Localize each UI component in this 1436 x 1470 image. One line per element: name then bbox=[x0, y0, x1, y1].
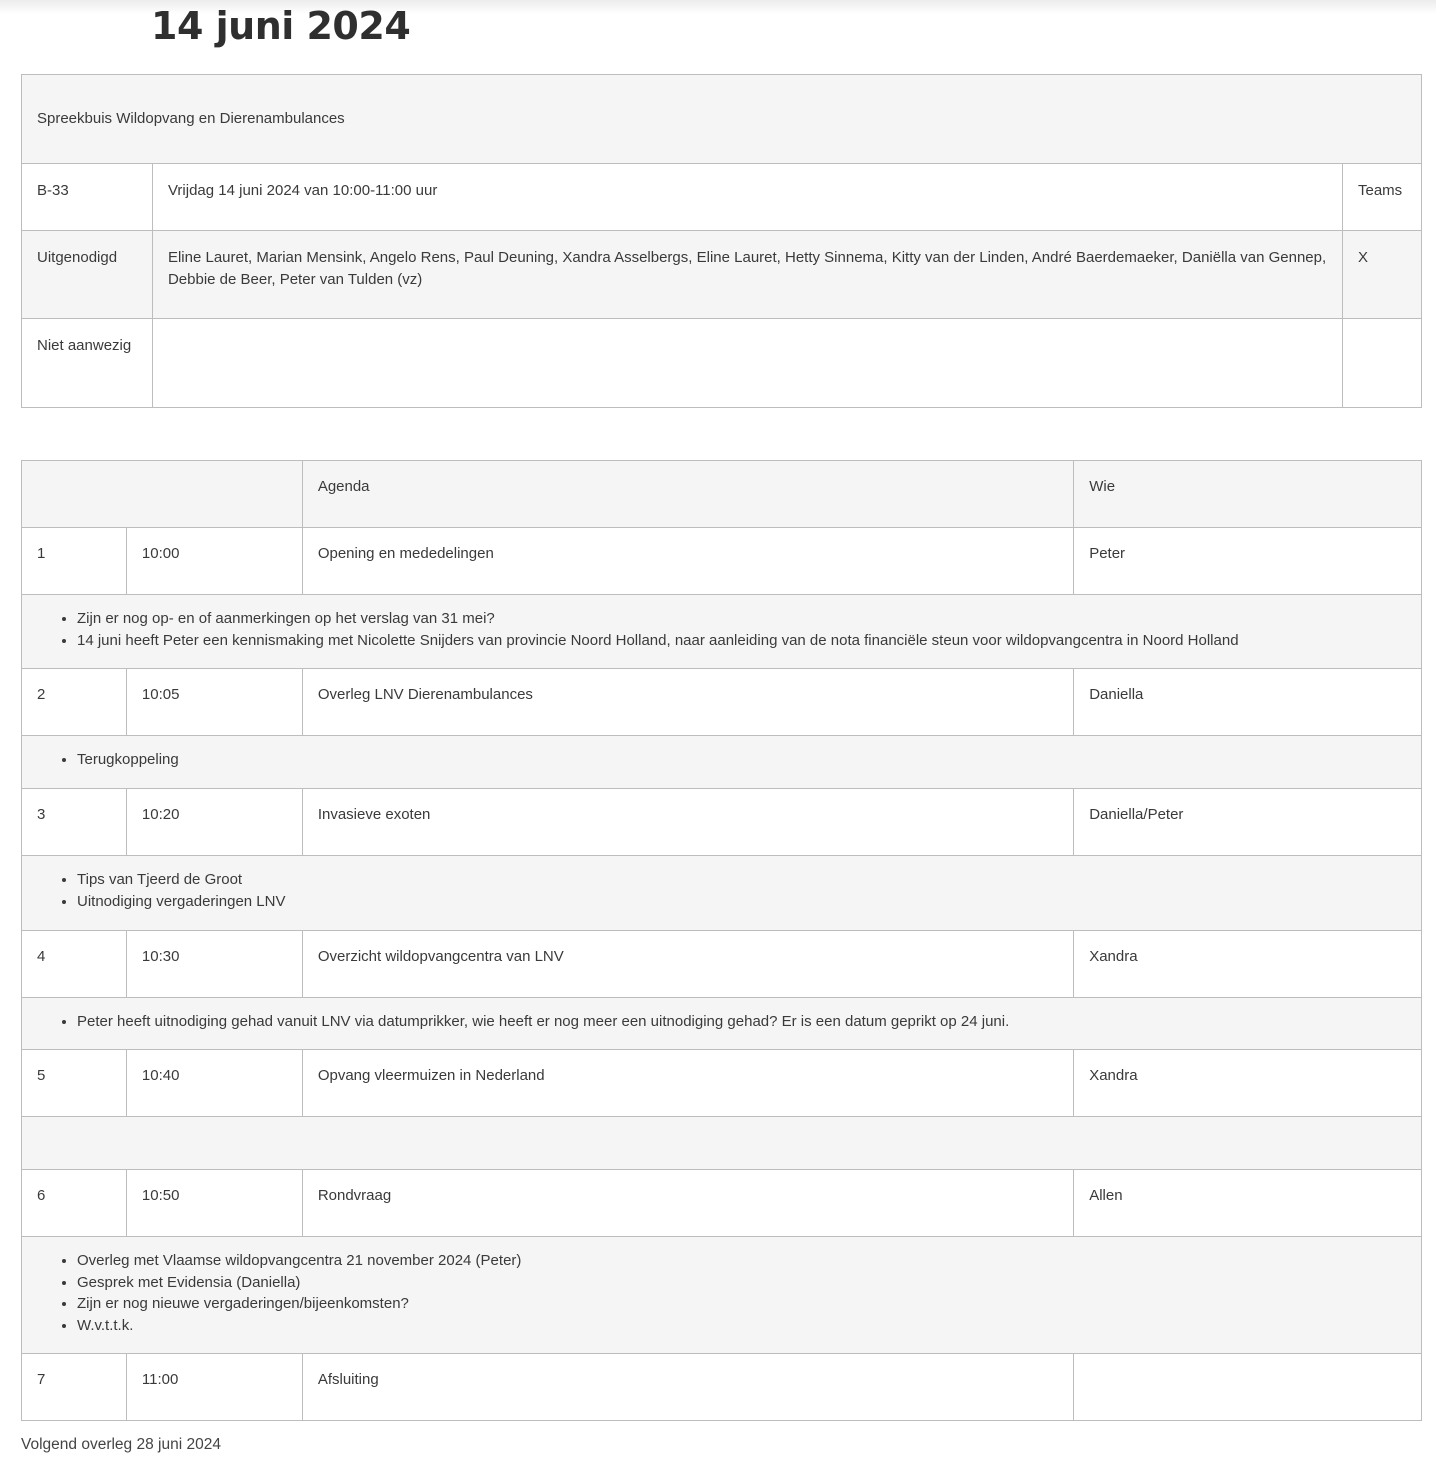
item-notes bbox=[22, 1237, 1422, 1354]
note-item: • Gesprek met Evidensia (Daniella) bbox=[77, 1272, 1406, 1294]
item-notes bbox=[22, 998, 1422, 1050]
item-who: Peter bbox=[1074, 528, 1422, 595]
item-number: 1 bbox=[22, 528, 127, 595]
notes-list bbox=[37, 1250, 1406, 1336]
invited-mark: X bbox=[1342, 231, 1421, 319]
agenda-notes-row bbox=[22, 1237, 1422, 1354]
note-item: • Uitnodiging vergaderingen LNV bbox=[77, 891, 1406, 913]
invited-label: Uitgenodigd bbox=[22, 231, 153, 319]
notes-list bbox=[37, 749, 1406, 771]
invited-list: Eline Lauret, Marian Mensink, Angelo Rens, Paul Deuning, Xandra Asselbergs, Eline Lauret, Hetty Sinnema, Kitty van der Linden, André Baerdemaeker, Daniëlla van Gennep, Debbie de Beer, Peter van Tulden (vz) bbox=[152, 231, 1342, 319]
item-time: 10:05 bbox=[126, 669, 302, 736]
meeting-heading-row bbox=[22, 75, 1422, 164]
item-number: 7 bbox=[22, 1354, 127, 1421]
item-number: 6 bbox=[22, 1170, 127, 1237]
item-number: 4 bbox=[22, 931, 127, 998]
item-number: 3 bbox=[22, 789, 127, 856]
item-notes-empty bbox=[22, 1117, 1422, 1170]
agenda-notes-row bbox=[22, 736, 1422, 789]
item-topic: Opening en mededelingen bbox=[302, 528, 1073, 595]
agenda-notes-row bbox=[22, 595, 1422, 669]
item-time: 10:30 bbox=[126, 931, 302, 998]
note-item: • Tips van Tjeerd de Groot bbox=[77, 869, 1406, 891]
item-time: 10:40 bbox=[126, 1050, 302, 1117]
agenda-item-row bbox=[22, 931, 1422, 998]
note-item: • 14 juni heeft Peter een kennismaking met Nicolette Snijders van provincie Noord Holland, naar aanleiding van de nota financiële steun voor wildopvangcentra in Noord Holland bbox=[77, 630, 1406, 652]
invited-row bbox=[22, 231, 1422, 319]
item-topic: Rondvraag bbox=[302, 1170, 1073, 1237]
item-number: 2 bbox=[22, 669, 127, 736]
absent-label: Niet aanwezig bbox=[22, 319, 153, 408]
note-item: • W.v.t.t.k. bbox=[77, 1315, 1406, 1337]
agenda-header-blank bbox=[22, 461, 303, 528]
item-time: 10:20 bbox=[126, 789, 302, 856]
note-item: • Overleg met Vlaamse wildopvangcentra 21 november 2024 (Peter) bbox=[77, 1250, 1406, 1272]
item-who: Daniella bbox=[1074, 669, 1422, 736]
agenda-item-row bbox=[22, 1170, 1422, 1237]
agenda-item-row bbox=[22, 789, 1422, 856]
item-topic: Opvang vleermuizen in Nederland bbox=[302, 1050, 1073, 1117]
meeting-heading: Spreekbuis Wildopvang en Dierenambulances bbox=[22, 75, 1422, 164]
item-number: 5 bbox=[22, 1050, 127, 1117]
platform-cell: Teams bbox=[1342, 164, 1421, 231]
note-item: • Peter heeft uitnodiging gehad vanuit LNV via datumprikker, wie heeft er nog meer een uitnodiging gehad? Er is een datum geprikt op 24 juni. bbox=[77, 1011, 1406, 1033]
item-topic: Overleg LNV Dierenambulances bbox=[302, 669, 1073, 736]
item-who: Xandra bbox=[1074, 1050, 1422, 1117]
item-notes bbox=[22, 595, 1422, 669]
absent-mark bbox=[1342, 319, 1421, 408]
room-cell: B-33 bbox=[22, 164, 153, 231]
agenda-header-topic: Agenda bbox=[302, 461, 1073, 528]
item-time: 11:00 bbox=[126, 1354, 302, 1421]
notes-list bbox=[37, 869, 1406, 912]
item-notes bbox=[22, 736, 1422, 789]
agenda-item-row bbox=[22, 1050, 1422, 1117]
agenda-table bbox=[21, 460, 1422, 1421]
meeting-info-table bbox=[21, 74, 1422, 408]
item-who bbox=[1074, 1354, 1422, 1421]
agenda-header-who: Wie bbox=[1074, 461, 1422, 528]
item-topic: Invasieve exoten bbox=[302, 789, 1073, 856]
item-topic: Overzicht wildopvangcentra van LNV bbox=[302, 931, 1073, 998]
absent-row bbox=[22, 319, 1422, 408]
notes-list bbox=[37, 608, 1406, 651]
note-item: • Terugkoppeling bbox=[77, 749, 1406, 771]
item-time: 10:50 bbox=[126, 1170, 302, 1237]
item-time: 10:00 bbox=[126, 528, 302, 595]
agenda-item-row bbox=[22, 669, 1422, 736]
item-who: Daniella/Peter bbox=[1074, 789, 1422, 856]
item-who: Xandra bbox=[1074, 931, 1422, 998]
item-notes bbox=[22, 856, 1422, 931]
agenda-header-row bbox=[22, 461, 1422, 528]
datetime-cell: Vrijdag 14 juni 2024 van 10:00-11:00 uur bbox=[152, 164, 1342, 231]
meeting-when-row bbox=[22, 164, 1422, 231]
agenda-notes-row bbox=[22, 1117, 1422, 1170]
agenda-notes-row bbox=[22, 856, 1422, 931]
item-who: Allen bbox=[1074, 1170, 1422, 1237]
agenda-item-row bbox=[22, 528, 1422, 595]
absent-list bbox=[152, 319, 1342, 408]
notes-list bbox=[37, 1011, 1406, 1033]
next-meeting-note: Volgend overleg 28 juni 2024 bbox=[21, 1436, 221, 1453]
page-title: 14 juni 2024 bbox=[151, 4, 411, 48]
note-item: • Zijn er nog op- en of aanmerkingen op het verslag van 31 mei? bbox=[77, 608, 1406, 630]
note-item: • Zijn er nog nieuwe vergaderingen/bijeenkomsten? bbox=[77, 1293, 1406, 1315]
agenda-notes-row bbox=[22, 998, 1422, 1050]
item-topic: Afsluiting bbox=[302, 1354, 1073, 1421]
agenda-item-row bbox=[22, 1354, 1422, 1421]
